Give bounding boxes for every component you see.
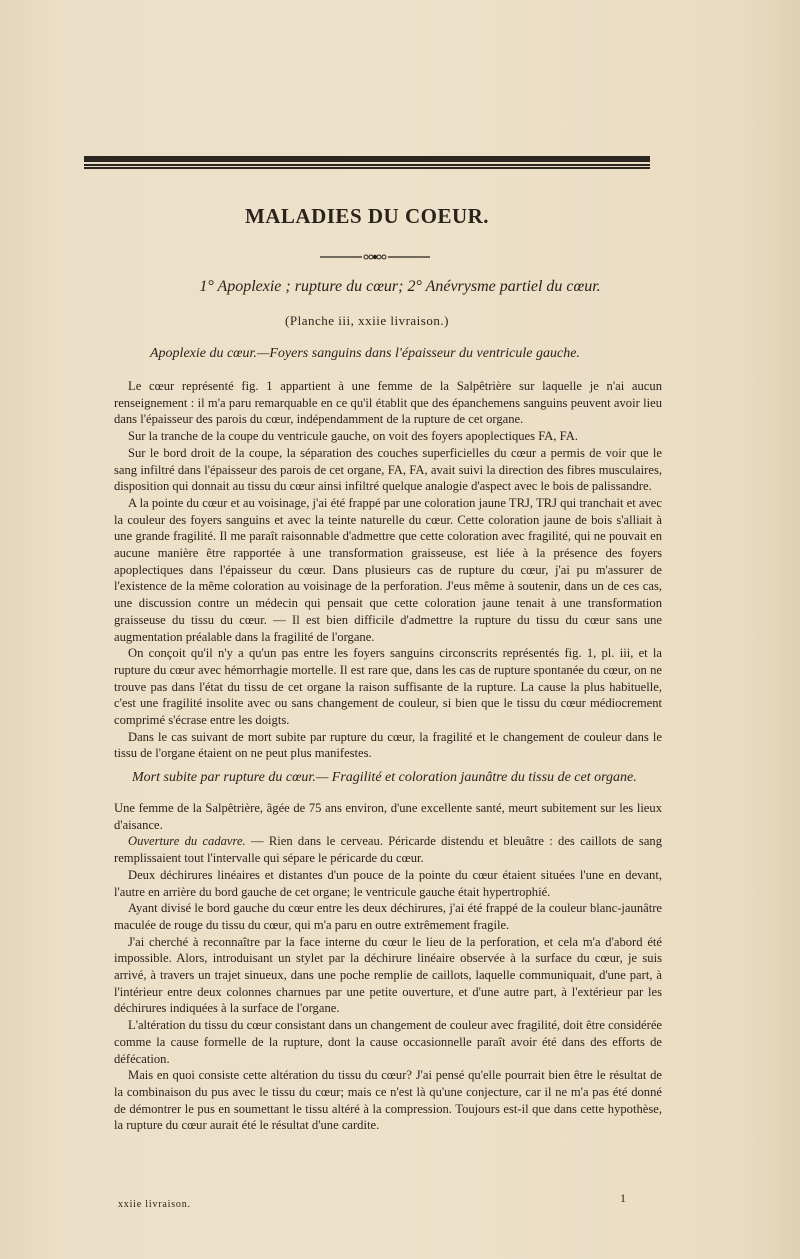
section-body-mort-subite [114, 800, 662, 1134]
paragraph: Mais en quoi consiste cette altération du tissu du cœur? J'ai pensé qu'elle pourrait bien être le résultat de la combinaison du pus avec le tissu du cœur; mais ce n'est là qu'une conjecture, car il ne m'a pas été donné de démontrer le pus en soumettant le tissu altéré à la compression. Toujours est-il que dans cette hypothèse, la rupture du cœur aurait été le résultat d'une cardite. [114, 1068, 662, 1133]
paragraph: A la pointe du cœur et au voisinage, j'ai été frappé par une coloration jaune TRJ, TRJ qui tranchait et avec la couleur des foyers sanguins et avec la teinte naturelle du cœur. Cette coloration jaune de bois s'alliait à une grande fragilité. Il me paraît raisonnable d'admettre que cette coloration avec fragilité, qui ne pouvait en aucune manière être rapportée à une transformation graisseuse, est liée à la présence des foyers apoplectiques dans l'épaisseur du cœur. Dans plusieurs cas de rupture du cœur, j'ai pu m'assurer de l'existence de la même coloration au voisinage de la perforation. J'eus même à soutenir, dans un de ces cas, une discussion contre un médecin qui pensait que cette coloration jaune tenait à une transformation graisseuse du tissu du cœur. — Il est bien difficile d'admettre la rupture du tissu du cœur sans une augmentation préalable dans la fragilité de l'organe. [114, 495, 662, 644]
page-title: MALADIES DU COEUR. [244, 204, 490, 228]
ornament-divider [320, 252, 430, 262]
paragraph-autopsy [114, 833, 662, 866]
paragraph: J'ai cherché à reconnaître par la face interne du cœur le lieu de la perforation, et cela m'a d'abord été impossible. Alors, introduisant un stylet par la déchirure linéaire observée à la surface du cœur, je suis arrivé, à travers un trajet sinueux, dans une poche remplie de caillots, laquelle communiquait, d'une part, à l'intérieur entre deux colonnes charnues par une petite ouverture, et d'une autre part, à l'extérieur par les déchirures indiquées à la surface de l'organe. [114, 934, 662, 1016]
page-number: 1 [620, 1191, 626, 1205]
paragraph: Ayant divisé le bord gauche du cœur entre les deux déchirures, j'ai été frappé de la couleur blanc-jaunâtre maculée de rouge du tissu du cœur, qui m'a paru en outre extrêmement fragile. [114, 901, 662, 932]
paragraph: Sur le bord droit de la coupe, la séparation des couches superficielles du cœur a permis de voir que le sang infiltré dans l'épaisseur des parois de cet organe, FA, FA, avait suivi la direction des fibres musculaires, disposition qui donnait au tissu du cœur ainsi infiltré quelque analogie d'aspect avec le bois de palissandre. [114, 445, 662, 494]
autopsy-text: — Rien dans le cerveau. Péricarde distendu et bleuâtre : des caillots de sang remplissaient tout l'intervalle qui sépare le péricarde du cœur. [114, 834, 662, 866]
top-double-rule [84, 156, 650, 170]
signature-mark: xxiie livraison. [118, 1199, 191, 1210]
section-body-apoplexie [114, 378, 662, 762]
autopsy-label: Ouverture du cadavre. [128, 834, 246, 849]
subtitle: 1° Apoplexie ; rupture du cœur; 2° Anévrysme partiel du cœur. [199, 278, 601, 295]
paragraph: L'altération du tissu du cœur consistant dans un changement de couleur avec fragilité, doit être considérée comme la cause formelle de la rupture, dont la cause occasionnelle paraît avoir été dans des efforts de défécation. [114, 1018, 662, 1066]
paragraph: On conçoit qu'il n'y a qu'un pas entre les foyers sanguins circonscrits représentés fig. 1, pl. iii, et la rupture du cœur avec hémorrhagie mortelle. Il est rare que, dans les cas de rupture spontanée du cœur, on ne trouve pas dans l'état du tissu de cet organe la raison suffisante de la rupture. La cause la plus habituelle, c'est une fragilité insolite avec ou sans changement de couleur, si bien que le tissu du cœur médiocrement comprimé s'écrase entre les doigts. [114, 646, 662, 728]
plate-reference: (Planche iii, xxiie livraison.) [285, 313, 449, 328]
section-heading-mort-subite: Mort subite par rupture du cœur.— Fragilité et coloration jaunâtre du tissu de cet organe. [132, 770, 637, 785]
paragraph: Une femme de la Salpêtrière, âgée de 75 ans environ, d'une excellente santé, meurt subitement sur les lieux d'aisance. [114, 801, 662, 832]
section-heading-apoplexie: Apoplexie du cœur.—Foyers sanguins dans l'épaisseur du ventricule gauche. [150, 346, 580, 361]
paragraph: Deux déchirures linéaires et distantes d'un pouce de la pointe du cœur étaient situées l'une en devant, l'autre en arrière du bord gauche de cet organe; le ventricule gauche était hypertrophié. [114, 867, 662, 899]
paragraph: Sur la tranche de la coupe du ventricule gauche, on voit des foyers apoplectiques FA, FA. [128, 429, 578, 444]
paragraph: Le cœur représenté fig. 1 appartient à une femme de la Salpêtrière sur laquelle je n'ai aucun renseignement : il m'a paru remarquable en ce qu'il établit que des épanchemens sanguins peuvent avoir lieu dans l'épaisseur des parois du cœur, indépendamment de la rupture de cet organe. [114, 379, 662, 427]
paragraph: Dans le cas suivant de mort subite par rupture du cœur, la fragilité et le changement de couleur dans le tissu de l'organe étaient on ne peut plus manifestes. [114, 729, 662, 761]
